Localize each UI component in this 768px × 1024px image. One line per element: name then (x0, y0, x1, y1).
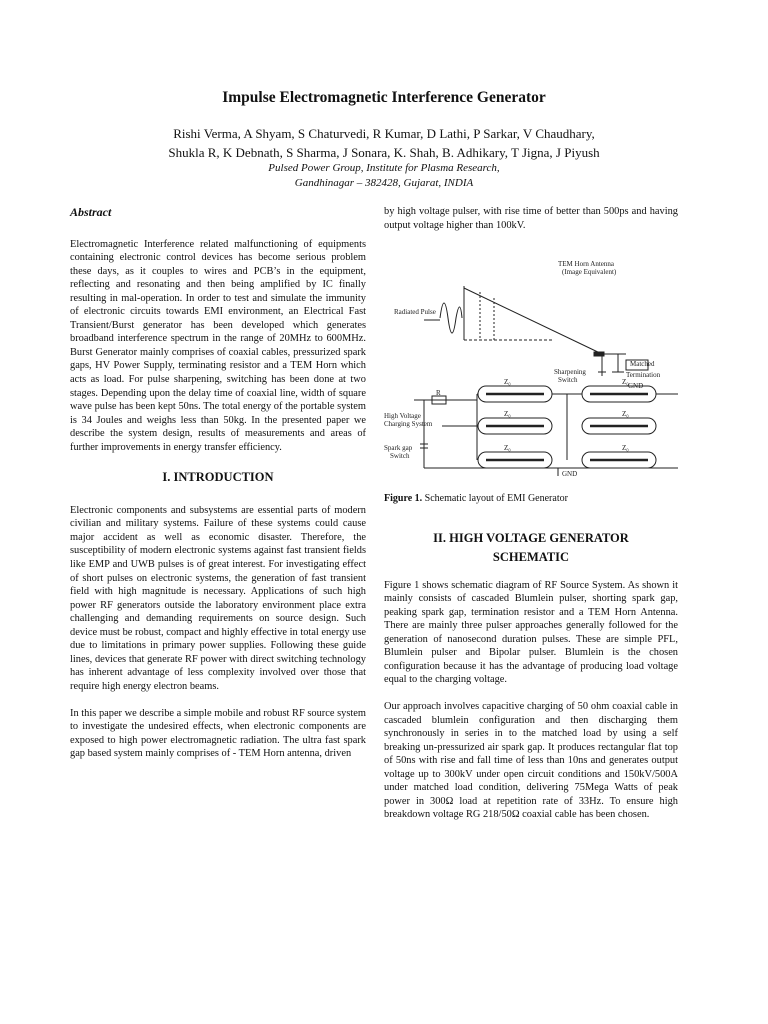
introduction-heading: I. INTRODUCTION (162, 470, 274, 485)
label-termination: Termination (626, 371, 661, 380)
authors-line-1: Rishi Verma, A Shyam, S Chaturvedi, R Kumar, D Lathi, P Sarkar, V Chaudhary, (173, 126, 595, 141)
label-sharpening: Sharpening (554, 368, 586, 377)
label-z0-3: Z₀ (504, 410, 511, 419)
authors-line-2: Shukla R, K Debnath, S Sharma, J Sonara, K. Shah, B. Adhikary, T Jigna, J Piyush (168, 145, 600, 160)
section-2-paragraph-2: Our approach involves capacitive charging of 50 ohm coaxial cable in cascaded blumlein configuration and then discharging them synchronously in series in to the matched load by using a self breaking un-pressurized air spark gap. It produces rectangular flat top of 50ns with rise and fall time of less than 10ns and generates output voltage up to 300kV under open circuit conditions and 150kV/500A under matched load condition, delivering 75Mega Watts of peak power in 300Ω load at repetition rate of 33Hz. To ensure high breakdown voltage RG 218/50Ω coaxial cable has been chosen. (384, 701, 678, 821)
affiliation (60, 161, 708, 191)
right-column (384, 205, 678, 822)
emi-generator-schematic (382, 248, 678, 476)
figure-1-caption (384, 492, 678, 506)
paper-title: Impulse Electromagnetic Interference Generator (222, 89, 546, 106)
label-spark-switch: Switch (390, 452, 410, 461)
figure-1 (382, 248, 678, 476)
label-matched: Matched (630, 360, 655, 369)
feed-point (594, 352, 604, 356)
author-list (60, 124, 708, 162)
affiliation-line-2: Gandhinagar – 382428, Gujarat, INDIA (294, 177, 474, 189)
section-2-paragraph-1: Figure 1 shows schematic diagram of RF Source System. As shown it mainly consists of cascaded Blumlein pulser, shorting spark gap, peaking spark gap, termination resistor and a TEM Horn Antenna. There are mainly three pulser approaches generally followed for the generation of nanosecond duration pulses. These are simple PFL, Blumlein pulser and Bipolar pulser. Blumlein is the chosen configuration because it has the advantage of producing load voltage equal to the charging voltage. (384, 579, 678, 686)
section-2-heading-line-1: II. HIGH VOLTAGE GENERATOR (433, 530, 629, 545)
section-2-heading-line-2: SCHEMATIC (492, 549, 570, 564)
label-spark-gap: Spark gap (384, 444, 413, 453)
label-z0-2: Z₀ (622, 378, 629, 387)
label-gnd-top: GND (628, 382, 644, 391)
intro-continuation: by high voltage pulser, with rise time of better than 500ps and having output voltage higher than 100kV. (384, 206, 678, 231)
label-z0-1: Z₀ (504, 378, 511, 387)
label-z0-4: Z₀ (622, 410, 629, 419)
label-z0-5: Z₀ (504, 444, 511, 453)
label-z0-6: Z₀ (622, 444, 629, 453)
label-tem-horn: TEM Horn Antenna (558, 260, 614, 269)
label-radiated-pulse: Radiated Pulse (394, 308, 436, 317)
intro-paragraph-1: Electronic components and subsystems are essential parts of modern civilian and military systems. Failure of these systems could cause major accident as well as economic disaster. Therefore, the susceptibility of modern electronic systems against fast transient fields like EMP and UWB pulses is of great interest. For investigating effect of short pulses on electronic systems, the generation of fast transient field with high magnitude is necessary. Applications of such high power RF generators outside the laboratory environment place extra challenging and demanding requirements on source design. Such device must be robust, compact and highly effective in total energy use due to limitations in primary power supplies. Following these guide lines, devices that generate RF power with direct switching technology has inherent advantage of less complexity involved over those that require high energy electron beams. (70, 504, 366, 692)
left-column (70, 206, 366, 761)
label-high-voltage: High Voltage (384, 412, 421, 421)
affiliation-line-1: Pulsed Power Group, Institute for Plasma Research, (268, 162, 500, 174)
label-tem-horn-2: (Image Equivalent) (562, 268, 617, 277)
label-switch: Switch (558, 376, 578, 385)
radiated-pulse-wave (440, 303, 462, 333)
label-charging-system: Charging System (384, 420, 433, 429)
caption-text: Schematic layout of EMI Generator (422, 493, 568, 505)
label-r: R (436, 389, 441, 398)
caption-label: Figure 1. (384, 493, 423, 505)
abstract-text: Electromagnetic Interference related malfunctioning of equipments containing electronic control devices has become serious problem these days, as it couples to wires and PCB’s in the equipment, reflecting and resonating and then being amplified by IC finally resulting in mal-operation. In order to test and simulate the immunity of electronic circuits towards EMI environment, an Electrical Fast Transient/Burst generator has been developed which generates broadband interference spectrum in the range of 20MHz to 600MHz. Burst Generator mainly comprises of coaxial cables, pressurized spark gaps, HV Power Supply, terminating resistor and a TEM Horn which acts as load. For pulse sharpening, switching has been done at two stages. Depending upon the delay time of coaxial line, width of square wave pulse has been kept 50ns. The total energy of the portable system is 34 Joules and weighs less than 50kg. In the presented paper we describe the system design, results of measurements and areas of further improvements in energy transfer efficiency. (70, 238, 366, 453)
label-gnd-bottom: GND (562, 470, 578, 477)
tem-horn-line (464, 288, 602, 354)
section-2-heading (384, 529, 678, 567)
intro-paragraph-2: In this paper we describe a simple mobile and robust RF source system to investigate the undesired effects, when electronic components are exposed to high power electromagnetic radiation. The ultra fast spark gap based system mainly comprises of - TEM Horn antenna, driven (70, 707, 366, 760)
abstract-heading: Abstract (70, 205, 112, 219)
